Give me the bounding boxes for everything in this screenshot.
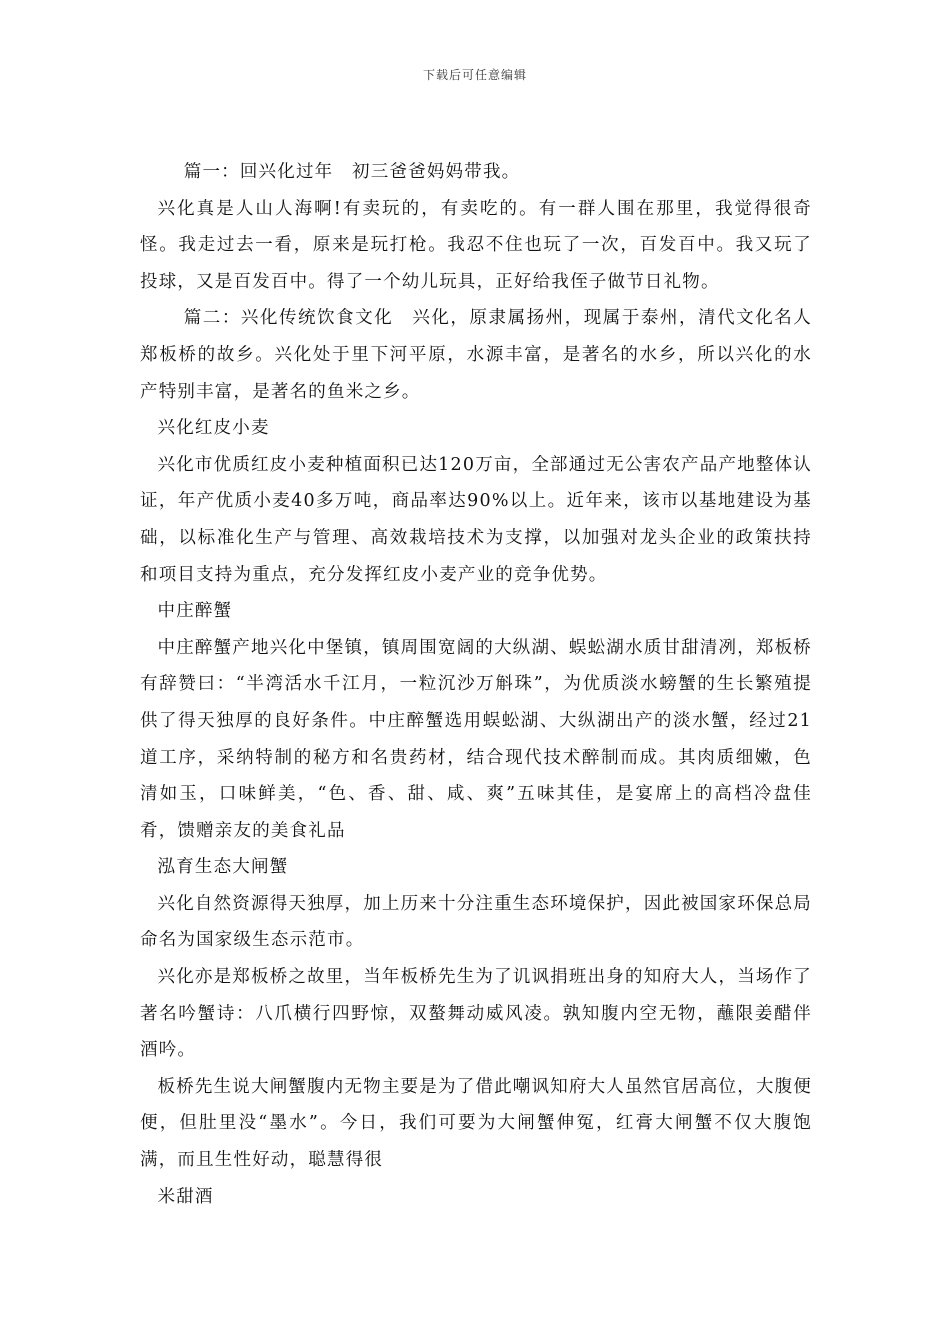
section-heading-drunken-crab: 中庄醉蟹	[157, 601, 233, 622]
paragraph-essay-two-intro: 篇二：兴化传统饮食文化 兴化，原隶属扬州，现属于泰州，清代文化名人郑板桥的故乡。兴化处于里下河平原，水源丰富，是著名的水乡，所以兴化的水产特别丰富，是著名的鱼米之乡。	[140, 308, 812, 402]
paragraph-crab-poem: 兴化亦是郑板桥之故里，当年板桥先生为了讥讽捐班出身的知府大人，当场作了著名吟蟹诗：八爪横行四野惊，双螯舞动威风凌。孰知腹内空无物，蘸限姜醋伴酒吟。	[140, 967, 812, 1061]
paragraph-red-wheat: 兴化市优质红皮小麦种植面积已达120万亩，全部通过无公害农产品产地整体认证，年产优质小麦40多万吨，商品率达90%以上。近年来，该市以基地建设为基础，以标准化生产与管理、高效栽培技术为支撑，以加强对龙头企业的政策扶持和项目支持为重点，充分发挥红皮小麦产业的竞争优势。	[140, 454, 812, 585]
document-body	[140, 154, 812, 1215]
section-heading-hairy-crab: 泓育生态大闸蟹	[157, 857, 289, 878]
paragraph-crab-comment: 板桥先生说大闸蟹腹内无物主要是为了借此嘲讽知府大人虽然官居高位，大腹便便，但肚里没“墨水”。今日，我们可要为大闸蟹伸冤，红膏大闸蟹不仅大腹饱满，而且生性好动，聪慧得很	[140, 1076, 812, 1171]
paragraph-drunken-crab: 中庄醉蟹产地兴化中堡镇，镇周围宽阔的大纵湖、蜈蚣湖水质甘甜清冽，郑板桥有辞赞曰：“半湾活水千江月，一粒沉沙万斛珠”，为优质淡水螃蟹的生长繁殖提供了得天独厚的良好条件。中庄醉蟹选用蜈蚣湖、大纵湖出产的淡水蟹，经过21道工序，采纳特制的秘方和名贵药材，结合现代技术醉制而成。其肉质细嫩，色清如玉，口味鲜美，“色、香、甜、咸、爽”五味其佳，是宴席上的高档冷盘佳肴，馈赠亲友的美食礼品	[140, 637, 812, 841]
page-header: 下载后可任意编辑	[422, 68, 527, 82]
paragraph-essay-one-title: 篇一：回兴化过年 初三爸爸妈妈带我。	[183, 162, 521, 182]
section-heading-red-wheat: 兴化红皮小麦	[157, 418, 270, 439]
section-heading-rice-wine: 米甜酒	[157, 1186, 214, 1207]
paragraph-ecology: 兴化自然资源得天独厚，加上历来十分注重生态环境保护，因此被国家环保总局命名为国家级生态示范市。	[140, 893, 812, 951]
paragraph-essay-one-body: 兴化真是人山人海啊!有卖玩的，有卖吃的。有一群人围在那里，我觉得很奇怪。我走过去一看，原来是玩打枪。我忍不住也玩了一次，百发百中。我又玩了投球，又是百发百中。得了一个幼儿玩具，正好给我侄子做节日礼物。	[140, 198, 812, 292]
